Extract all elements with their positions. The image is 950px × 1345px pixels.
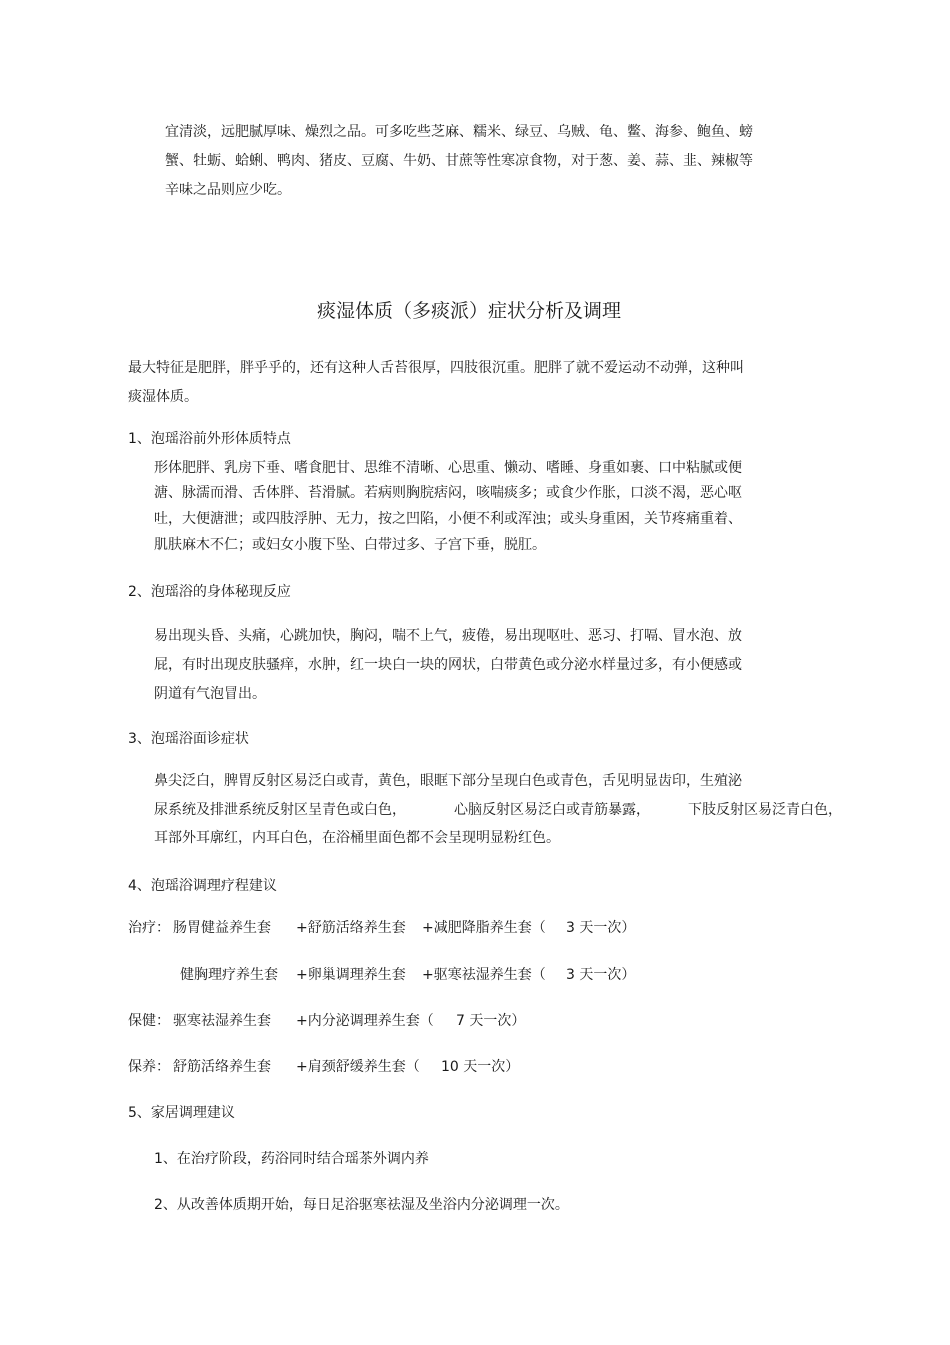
section-1-line-3: 吐，大便溏泄；或四肢浮肿、无力，按之凹陷，小便不利或浑浊；或头身重困，关节疼痛重着、	[154, 511, 742, 527]
section-heading: 4、泡瑶浴调理疗程建议	[128, 878, 277, 894]
row-label: 治疗：	[128, 920, 170, 936]
row-item: 10 天一次）	[441, 1059, 520, 1075]
page-title: 痰湿体质（多痰派）症状分析及调理	[317, 300, 622, 322]
row-item: +驱寒祛湿养生套（	[422, 967, 546, 983]
intro-line-1: 宜清淡，远肥腻厚味、燥烈之品。可多吃些芝麻、糯米、绿豆、乌贼、龟、鳖、海参、鲍鱼、螃	[165, 124, 753, 140]
section-1-line-1: 形体肥胖、乳房下垂、嗜食肥甘、思维不清晰、心思重、懒动、嗜睡、身重如裹、口中粘腻或便	[154, 460, 742, 476]
section-3-line-2c: 下肢反射区易泛青白色，	[688, 802, 842, 818]
row-item: +卵巢调理养生套	[296, 967, 406, 983]
section-heading: 5、家居调理建议	[128, 1105, 235, 1121]
row-item: 3 天一次）	[566, 920, 636, 936]
intro-line-3: 辛味之品则应少吃。	[165, 182, 291, 198]
row-item: +内分泌调理养生套（	[296, 1013, 434, 1029]
section-1-line-4: 肌肤麻木不仁；或妇女小腹下坠、白带过多、子宫下垂，脱肛。	[154, 537, 546, 553]
row-item: 健胸理疗养生套	[180, 967, 278, 983]
row-item: 驱寒祛湿养生套	[173, 1013, 271, 1029]
section-heading: 1、泡瑶浴前外形体质特点	[128, 431, 291, 447]
section-3-line-1: 鼻尖泛白，脾胃反射区易泛白或青，黄色，眼眶下部分呈现白色或青色，舌见明显齿印，生殖泌	[154, 773, 742, 789]
row-item: 肠胃健益养生套	[173, 920, 271, 936]
section-3-line-2b: 心脑反射区易泛白或青筋暴露，	[454, 802, 650, 818]
section-2-line-1: 易出现头昏、头痛，心跳加快，胸闷，喘不上气，疲倦，易出现呕吐、恶习、打嗝、冒水泡、放	[154, 628, 742, 644]
section-2-line-3: 阴道有气泡冒出。	[154, 686, 266, 702]
section-1-line-2: 溏、脉濡而滑、舌体胖、苔滑腻。若病则胸脘痞闷，咳喘痰多；或食少作胀，口淡不渴，恶心呕	[154, 485, 742, 501]
section-3-line-2a: 尿系统及排泄系统反射区呈青色或白色，	[154, 802, 406, 818]
row-item: +减肥降脂养生套（	[422, 920, 546, 936]
section-5-line-1: 1、在治疗阶段，药浴同时结合瑶茶外调内养	[154, 1151, 429, 1167]
section-heading: 3、泡瑶浴面诊症状	[128, 731, 249, 747]
intro-line-2: 蟹、牡蛎、蛤蜊、鸭肉、猪皮、豆腐、牛奶、甘蔗等性寒凉食物，对于葱、姜、蒜、韭、辣椒等	[165, 153, 753, 169]
section-5-line-2: 2、从改善体质期开始，每日足浴驱寒祛湿及坐浴内分泌调理一次。	[154, 1197, 569, 1213]
row-item: +舒筋活络养生套	[296, 920, 406, 936]
section-heading: 2、泡瑶浴的身体秘现反应	[128, 584, 291, 600]
summary-line-2: 痰湿体质。	[128, 389, 198, 405]
row-item: 3 天一次）	[566, 967, 636, 983]
section-2-line-2: 屁，有时出现皮肤骚痒，水肿，红一块白一块的网状，白带黄色或分泌水样量过多，有小便感或	[154, 657, 742, 673]
row-item: +肩颈舒缓养生套（	[296, 1059, 420, 1075]
row-label: 保养：	[128, 1059, 170, 1075]
row-item: 7 天一次）	[456, 1013, 526, 1029]
row-item: 舒筋活络养生套	[173, 1059, 271, 1075]
row-label: 保健：	[128, 1013, 170, 1029]
section-3-line-3: 耳部外耳廓红，内耳白色，在浴桶里面色都不会呈现明显粉红色。	[154, 830, 560, 846]
summary-line-1: 最大特征是肥胖，胖乎乎的，还有这种人舌苔很厚，四肢很沉重。肥胖了就不爱运动不动弹，这种叫	[128, 360, 744, 376]
